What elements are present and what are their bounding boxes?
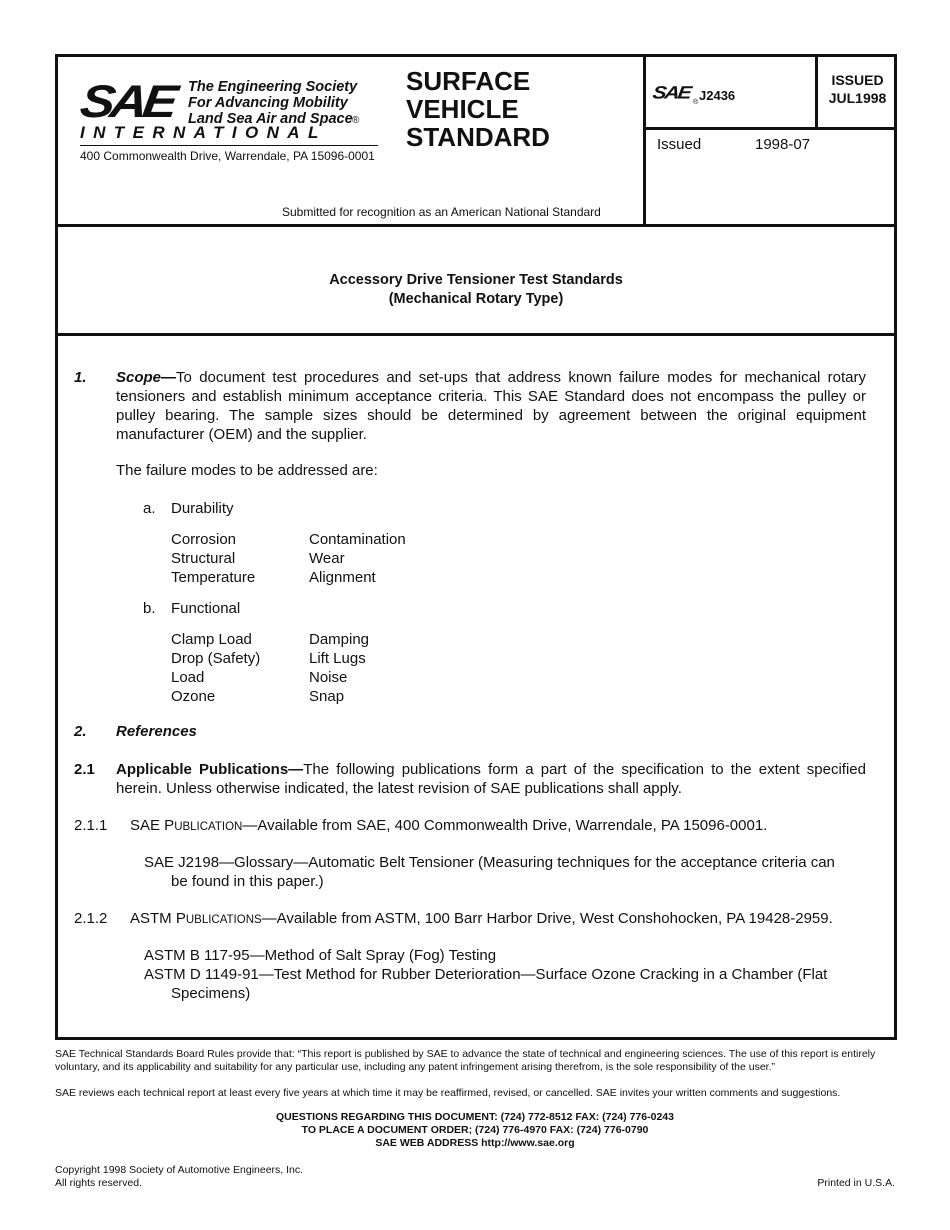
- tagline-line: For Advancing Mobility: [188, 95, 348, 111]
- document-type: [406, 67, 550, 151]
- document-title: [58, 271, 894, 309]
- failure-mode-item: Temperature: [171, 569, 256, 586]
- failure-mode-item: Lift Lugs: [309, 650, 366, 667]
- footer-review: SAE reviews each technical report at least every five years at which time it may be reaffirmed, revised, or cancelled. SAE invites your written comments and suggestions.: [55, 1087, 841, 1099]
- section-2-number: 2.: [74, 723, 87, 740]
- section-2-heading: References: [116, 723, 197, 740]
- section-1-heading: Scope—: [116, 369, 177, 386]
- document-footer: [55, 1048, 895, 1190]
- functional-col-1: [171, 630, 260, 706]
- header-right: [643, 57, 897, 224]
- sae-address: 400 Commonwealth Drive, Warrendale, PA 15096-0001: [80, 149, 375, 163]
- section-2-1-1-number: 2.1.1: [74, 817, 108, 834]
- issued-date: 1998-07: [755, 136, 811, 153]
- sae-tagline: [188, 79, 360, 127]
- title-line-2: (Mechanical Rotary Type): [388, 291, 564, 307]
- reference-sae-j2198-cont: be found in this paper.): [171, 873, 324, 890]
- doc-number: J2436: [699, 88, 736, 103]
- document-frame: [55, 54, 897, 1040]
- doc-type-line: VEHICLE: [406, 94, 519, 124]
- section-2-1-number: 2.1: [74, 761, 95, 778]
- tagline-line: Land Sea Air and Space: [188, 111, 353, 127]
- failure-mode-item: Damping: [309, 631, 370, 648]
- functional-label: Functional: [171, 600, 241, 617]
- failure-mode-item: Structural: [171, 550, 236, 567]
- section-2-1-2: [130, 909, 833, 930]
- ansi-submission-note: Submitted for recognition as an American National Standard: [282, 205, 601, 219]
- reference-sae-j2198: SAE J2198—Glossary—Automatic Belt Tensioner (Measuring techniques for the acceptance criteria can: [144, 854, 835, 871]
- footer-last-row: [55, 1177, 895, 1190]
- sae-publication-prefix: SAE P: [130, 817, 175, 834]
- durability-col-2: [309, 530, 406, 587]
- footer-copyright: Copyright 1998 Society of Automotive Engineers, Inc.: [55, 1164, 304, 1176]
- footer-rules: SAE Technical Standards Board Rules provide that: “This report is published by SAE to advance the state of technical and engineering sciences. The use of this report is entirely voluntary, and its applicability and suitability for any particular use, including any patent infringement arising therefrom, is the sole responsibility of the user.”: [55, 1048, 876, 1073]
- title-rule: [58, 333, 894, 336]
- astm-publications-prefix: ASTM P: [130, 910, 186, 927]
- durability-col-1: [171, 530, 255, 587]
- status-date: JUL1998: [828, 90, 887, 106]
- doc-number-cell: [646, 57, 815, 127]
- section-2-1: [116, 760, 866, 798]
- status-cell: [815, 57, 897, 127]
- section-1-scope: [116, 368, 866, 444]
- section-2-1-heading: Applicable Publications—: [116, 761, 304, 778]
- header-rule: [58, 224, 894, 227]
- list-marker-a: a.: [143, 500, 156, 517]
- failure-modes-intro: The failure modes to be addressed are:: [116, 462, 378, 479]
- functional-col-2: [309, 630, 369, 706]
- reference-astm-d1149-cont: Specimens): [171, 985, 251, 1002]
- reference-astm-d1149: ASTM D 1149-91—Test Method for Rubber Deterioration—Surface Ozone Cracking in a Chamber (Flat: [144, 966, 828, 983]
- small-registered-mark: ®: [693, 99, 699, 106]
- footer-rights: All rights reserved.: [55, 1177, 142, 1189]
- failure-mode-item: Snap: [309, 688, 345, 705]
- small-sae-logo: SAE: [651, 83, 692, 103]
- doc-type-line: STANDARD: [406, 122, 550, 152]
- footer-order: TO PLACE A DOCUMENT ORDER; (724) 776-4970 FAX: (724) 776-0790: [301, 1124, 649, 1136]
- failure-mode-item: Corrosion: [171, 531, 237, 548]
- registered-mark: ®: [352, 115, 360, 126]
- tagline-line: The Engineering Society: [188, 79, 358, 95]
- astm-publications-text: —Available from ASTM, 100 Barr Harbor Drive, West Conshohocken, PA 19428-2959.: [261, 910, 833, 927]
- issued-label: Issued: [657, 136, 702, 153]
- section-2-1-1: [130, 816, 767, 837]
- sae-publication-smallcaps: UBLICATION: [174, 821, 243, 833]
- failure-mode-item: Ozone: [171, 688, 216, 705]
- section-1-number: 1.: [74, 369, 87, 386]
- wordmark-underline: [80, 145, 378, 146]
- reference-astm-b117: ASTM B 117-95—Method of Salt Spray (Fog) Testing: [144, 947, 497, 964]
- section-2-1-2-number: 2.1.2: [74, 910, 108, 927]
- doc-type-line: SURFACE: [406, 66, 531, 96]
- durability-label: Durability: [171, 500, 234, 517]
- failure-mode-item: Wear: [309, 550, 345, 567]
- footer-web-address: SAE WEB ADDRESS http://www.sae.org: [375, 1137, 575, 1149]
- list-marker-b: b.: [143, 600, 156, 617]
- section-2-1-text: The following publications form a part of the specification to the extent specified herein. Unless otherwise indicated, the latest revision of SAE publications shall apply.: [116, 761, 866, 797]
- status-label: ISSUED: [831, 72, 884, 88]
- title-line-1: Accessory Drive Tensioner Test Standards: [329, 272, 623, 288]
- sae-logo-mark: SAE: [77, 76, 177, 128]
- sae-publication-text: —Available from SAE, 400 Commonwealth Drive, Warrendale, PA 15096-0001.: [242, 817, 768, 834]
- failure-mode-item: Load: [171, 669, 205, 686]
- section-1-text: To document test procedures and set-ups that address known failure modes for mechanical rotary tensioners and establish minimum acceptance criteria. This SAE Standard does not encompass the pulley or pulley bearing. The sample sizes should be determined by agreement between the original equipment manufacturer (OEM) and the supplier.: [116, 369, 866, 443]
- international-wordmark: INTERNATIONAL: [80, 123, 327, 142]
- astm-publications-smallcaps: UBLICATIONS: [185, 914, 262, 926]
- failure-mode-item: Alignment: [309, 569, 376, 586]
- failure-mode-item: Contamination: [309, 531, 406, 548]
- failure-mode-item: Clamp Load: [171, 631, 252, 648]
- failure-mode-item: Noise: [309, 669, 348, 686]
- footer-questions: QUESTIONS REGARDING THIS DOCUMENT: (724) 772-8512 FAX: (724) 776-0243: [276, 1111, 674, 1123]
- footer-printed: Printed in U.S.A.: [817, 1177, 895, 1189]
- failure-mode-item: Drop (Safety): [171, 650, 261, 667]
- header-divider: [646, 127, 897, 130]
- header-left: [58, 57, 643, 224]
